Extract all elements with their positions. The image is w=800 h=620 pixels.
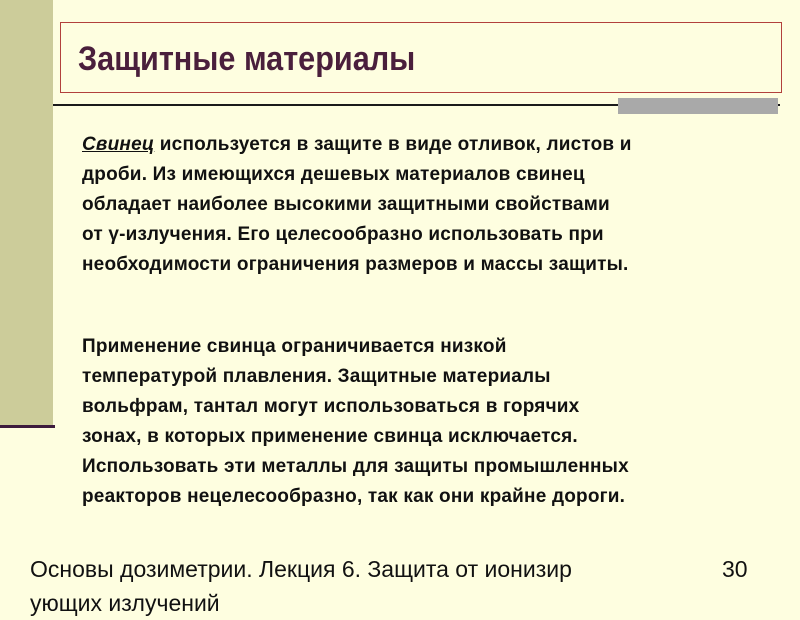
paragraph-application [82, 332, 782, 512]
page-number: 30 [722, 556, 748, 582]
left-decorative-band [0, 0, 53, 426]
paragraph-2-line: зонах, в которых применение свинца исключается. [82, 426, 578, 447]
footer-line: ующих излучений [30, 590, 220, 616]
accent-bar [618, 98, 778, 114]
paragraph-1-line: используется в защите в виде отливок, листов и [154, 134, 632, 155]
paragraph-1-line: необходимости ограничения размеров и массы защиты. [82, 254, 629, 275]
paragraph-1-line: от γ-излучения. Его целесообразно использовать при [82, 224, 604, 245]
slide-title: Защитные материалы [78, 40, 416, 78]
paragraph-lead [82, 130, 782, 280]
left-band-underline [0, 425, 55, 428]
paragraph-1-line: обладает наиболее высокими защитными свойствами [82, 194, 610, 215]
title-box [60, 22, 782, 93]
paragraph-2-line: температурой плавления. Защитные материалы [82, 366, 551, 387]
footer-line: Основы дозиметрии. Лекция 6. Защита от ионизир [30, 556, 572, 582]
paragraph-1-line: дроби. Из имеющихся дешевых материалов свинец [82, 164, 585, 185]
footer-lecture-title [30, 552, 710, 620]
paragraph-2-line: Использовать эти металлы для защиты промышленных [82, 456, 629, 477]
paragraph-2-line: вольфрам, тантал могут использоваться в горячих [82, 396, 580, 417]
paragraph-2-line: Применение свинца ограничивается низкой [82, 336, 507, 357]
paragraph-2-line: реакторов нецелесообразно, так как они крайне дороги. [82, 486, 626, 507]
lead-word-lead: Свинец [82, 134, 155, 155]
